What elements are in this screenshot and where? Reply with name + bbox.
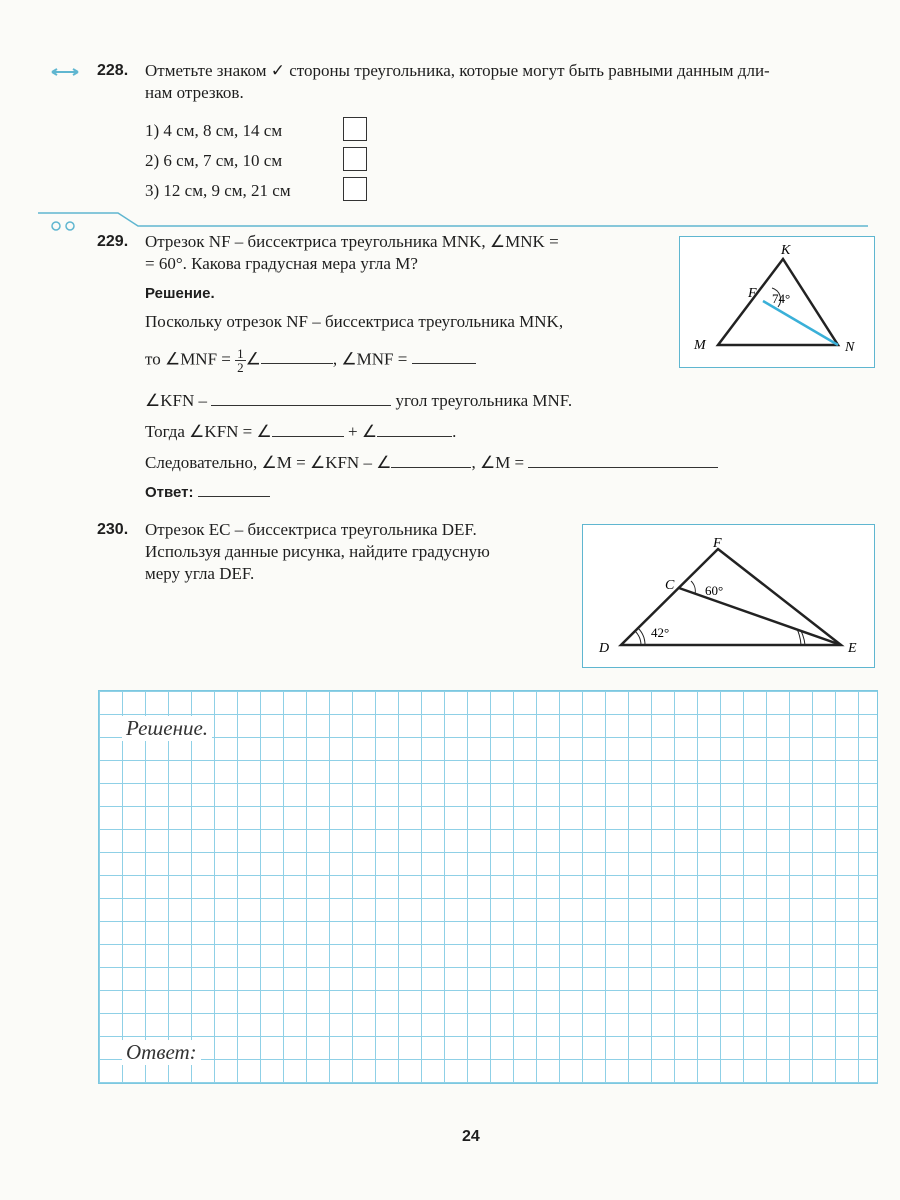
solution-229-line3 bbox=[145, 391, 572, 411]
line2-start: то ∠MNF = bbox=[145, 349, 231, 369]
label-f: F bbox=[713, 536, 722, 551]
label-n: N bbox=[845, 340, 855, 355]
grid-answer-label: Ответ: bbox=[122, 1040, 201, 1065]
option-1-label: 1) 4 см, 8 см, 14 см bbox=[145, 121, 283, 140]
problem-230-text-line3: меру угла DEF. bbox=[145, 564, 255, 583]
page-number: 24 bbox=[462, 1128, 480, 1145]
blank-m-value[interactable] bbox=[528, 455, 718, 468]
problem-number-229: 229. bbox=[97, 233, 129, 250]
figure-230 bbox=[582, 524, 875, 668]
arrow-marker-icon bbox=[50, 64, 80, 82]
line2-end: , ∠MNF = bbox=[332, 349, 408, 369]
fraction-one-half: $\frac{1}{2}$ bbox=[237, 346, 244, 375]
option-3-label: 3) 12 см, 9 см, 21 см bbox=[145, 181, 291, 200]
blank-angle-1[interactable] bbox=[261, 351, 333, 364]
problem-229-text-line1: Отрезок NF – биссектриса треугольника MNK, ∠MNK = bbox=[145, 232, 559, 251]
blank-angle-4[interactable] bbox=[391, 455, 471, 468]
label-f: F bbox=[748, 286, 757, 301]
problem-number-230: 230. bbox=[97, 521, 129, 538]
option-2-label: 2) 6 см, 7 см, 10 см bbox=[145, 151, 283, 170]
answer-label-text: Ответ: bbox=[145, 484, 194, 501]
blank-answer-229[interactable] bbox=[198, 484, 270, 497]
solution-229-line5 bbox=[145, 453, 718, 473]
line3-end: угол треугольника MNF. bbox=[395, 391, 573, 410]
line4-start: Тогда ∠KFN = ∠ bbox=[145, 422, 272, 441]
blank-angle-2[interactable] bbox=[272, 424, 344, 437]
label-k: K bbox=[781, 243, 791, 258]
blank-angle-3[interactable] bbox=[377, 424, 452, 437]
label-c: C bbox=[665, 578, 675, 593]
label-m: M bbox=[694, 338, 706, 353]
option-1-checkbox[interactable] bbox=[343, 117, 367, 141]
blank-mnf-value[interactable] bbox=[412, 351, 476, 364]
label-angle-60: 60° bbox=[705, 583, 724, 598]
blank-angle-type[interactable] bbox=[211, 393, 391, 406]
problem-229-text-line2: = 60°. Какова градусная мера угла M? bbox=[145, 254, 418, 273]
label-e: E bbox=[848, 641, 857, 656]
problem-230-text-line1: Отрезок EC – биссектриса треугольника DEF. bbox=[145, 520, 477, 539]
solution-grid[interactable] bbox=[98, 690, 878, 1084]
line4-mid: + ∠ bbox=[348, 422, 378, 441]
solution-229-line2 bbox=[145, 347, 476, 374]
problem-228-text-line1: Отметьте знаком ✓ стороны треугольника, которые могут быть равными данным дли- bbox=[145, 61, 770, 80]
figure-229 bbox=[679, 236, 875, 368]
line5-mid: , ∠M = bbox=[471, 453, 525, 472]
label-angle-42: 42° bbox=[651, 625, 670, 640]
label-d: D bbox=[599, 641, 610, 656]
triangle-mnk-diagram bbox=[680, 237, 874, 367]
solution-229-line4: Тогда ∠KFN = ∠ + ∠ . bbox=[145, 422, 457, 441]
line2-angle: ∠ bbox=[245, 349, 261, 369]
line3-start: ∠KFN – bbox=[145, 391, 207, 410]
option-2-checkbox[interactable] bbox=[343, 147, 367, 171]
solution-label-229: Решение. bbox=[145, 285, 215, 302]
answer-label-229 bbox=[145, 484, 270, 501]
triangle-def-diagram bbox=[583, 525, 874, 667]
problem-number-228: 228. bbox=[97, 62, 129, 79]
label-angle-74: 74° bbox=[772, 291, 791, 306]
option-3-checkbox[interactable] bbox=[343, 177, 367, 201]
problem-228-text-line2: нам отрезков. bbox=[145, 83, 244, 102]
line5-start: Следовательно, ∠M = ∠KFN – ∠ bbox=[145, 453, 392, 472]
grid-solution-label: Решение. bbox=[122, 716, 212, 741]
problem-230-text-line2: Используя данные рисунка, найдите градусную bbox=[145, 542, 490, 561]
solution-229-line1: Поскольку отрезок NF – биссектриса треугольника MNK, bbox=[145, 312, 564, 331]
